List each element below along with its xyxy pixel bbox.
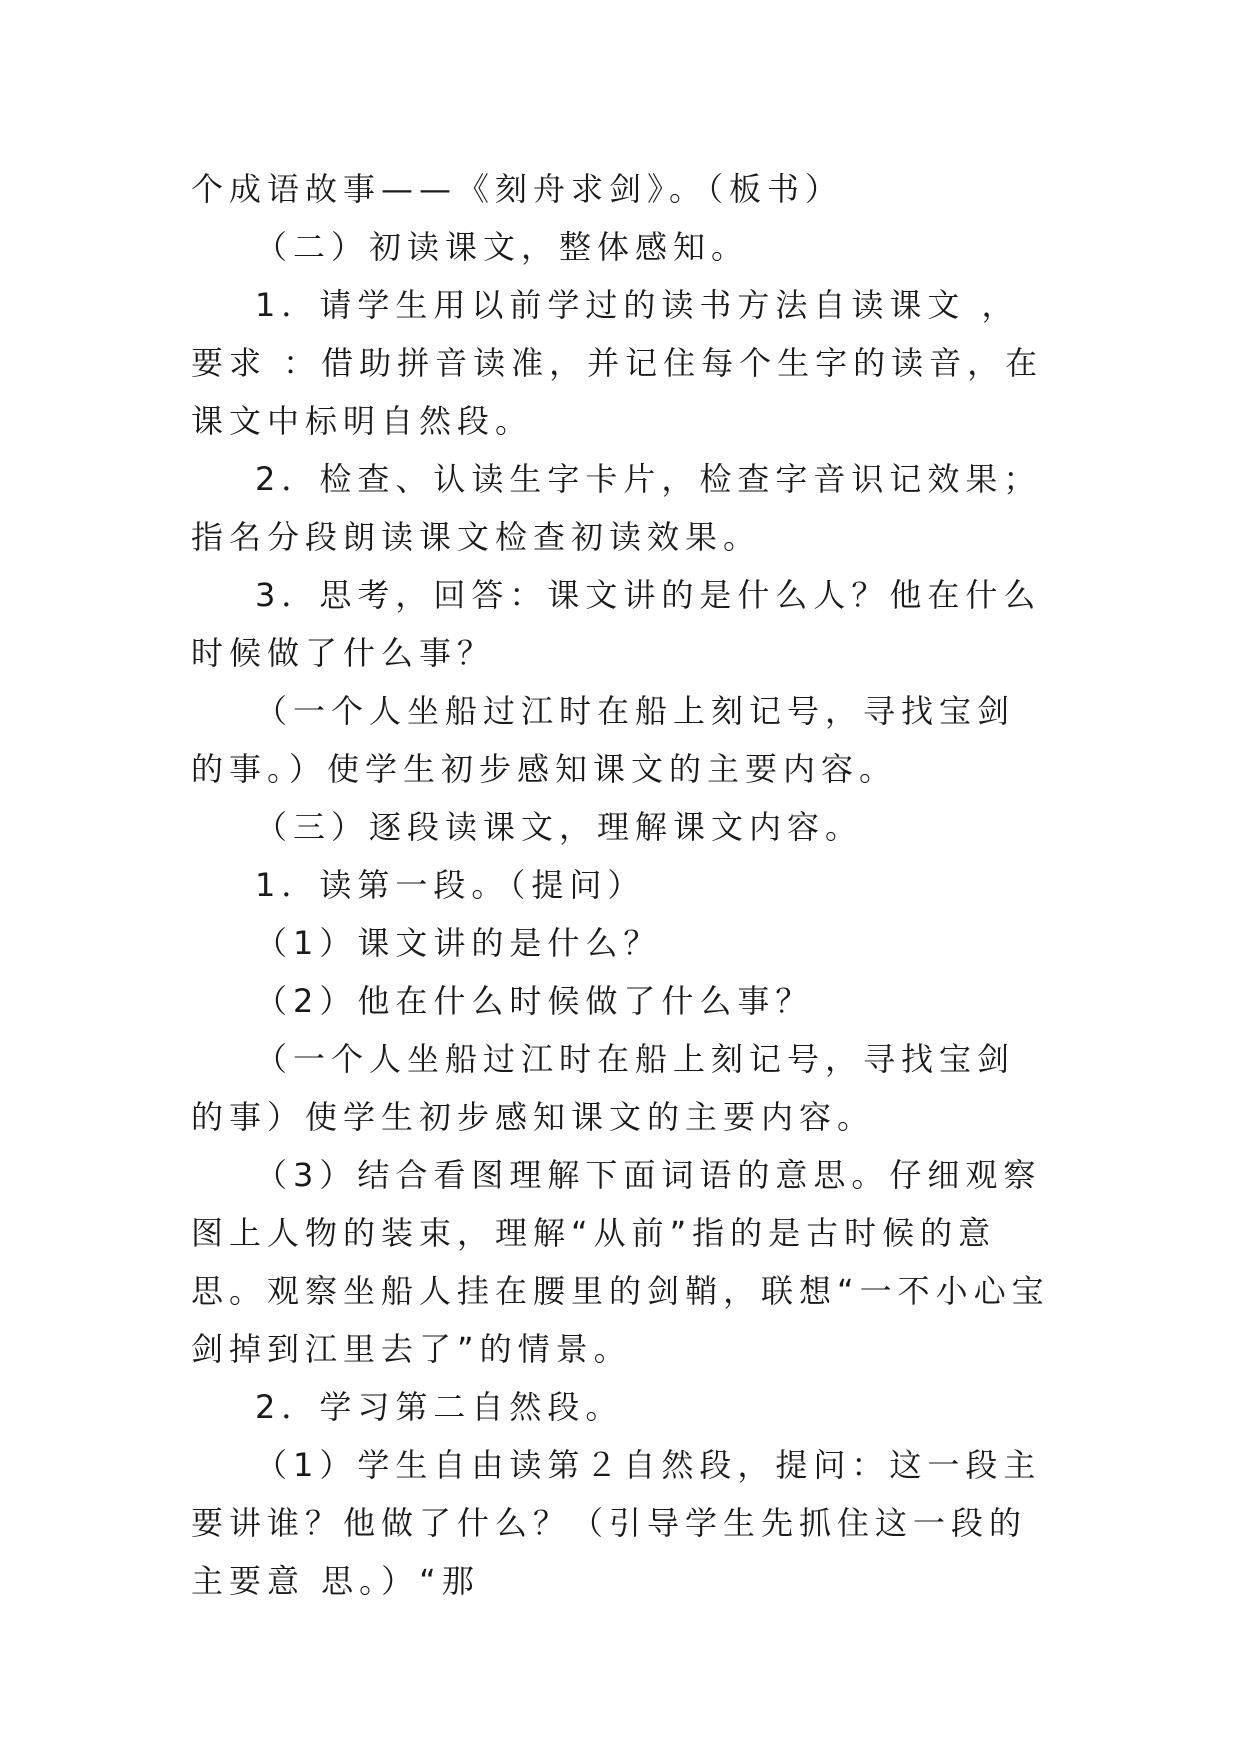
paragraph: （一个人坐船过江时在船上刻记号，寻找宝剑的事）使学生初步感知课文的主要内容。	[191, 1040, 1016, 1136]
paragraph: 1．请学生用以前学过的读书方法自读课文 ，要求 ：借助拼音读准，并记住每个生字的读音，在课文中标明自然段。	[191, 286, 1044, 440]
paragraph: 3．思考，回答：课文讲的是什么人？他在什么时候做了什么事？	[191, 576, 1042, 672]
paragraph: （1）学生自由读第２自然段，提问：这一段主要讲谁？他做了什么？（引导学生先抓住这一段的主要意 思。）“那	[191, 1446, 1042, 1600]
paragraph: （3）结合看图理解下面词语的意思。仔细观察图上人物的装束，理解“从前”指的是古时候的意思。观察坐船人挂在腰里的剑鞘，联想“一不小心宝剑掉到江里去了”的情景。	[191, 1156, 1050, 1368]
paragraph: 1．读第一段。（提问）	[255, 866, 646, 904]
paragraph: （三）逐段读课文，理解课文内容。	[255, 808, 864, 846]
paragraph: （二）初读课文，整体感知。	[255, 228, 750, 266]
paragraph: 2．检查、认读生字卡片，检查字音识记效果；指名分段朗读课文检查初读效果。	[191, 460, 1042, 556]
paragraph: （1）课文讲的是什么？	[255, 924, 662, 962]
paragraph: 2．学习第二自然段。	[255, 1388, 624, 1426]
paragraph: 个成语故事——《刻舟求剑》。（板书）	[191, 170, 844, 208]
paragraph: （2）他在什么时候做了什么事？	[255, 982, 814, 1020]
paragraph: （一个人坐船过江时在船上刻记号，寻找宝剑的事。）使学生初步感知课文的主要内容。	[191, 692, 1016, 788]
document-body	[191, 160, 1051, 1610]
